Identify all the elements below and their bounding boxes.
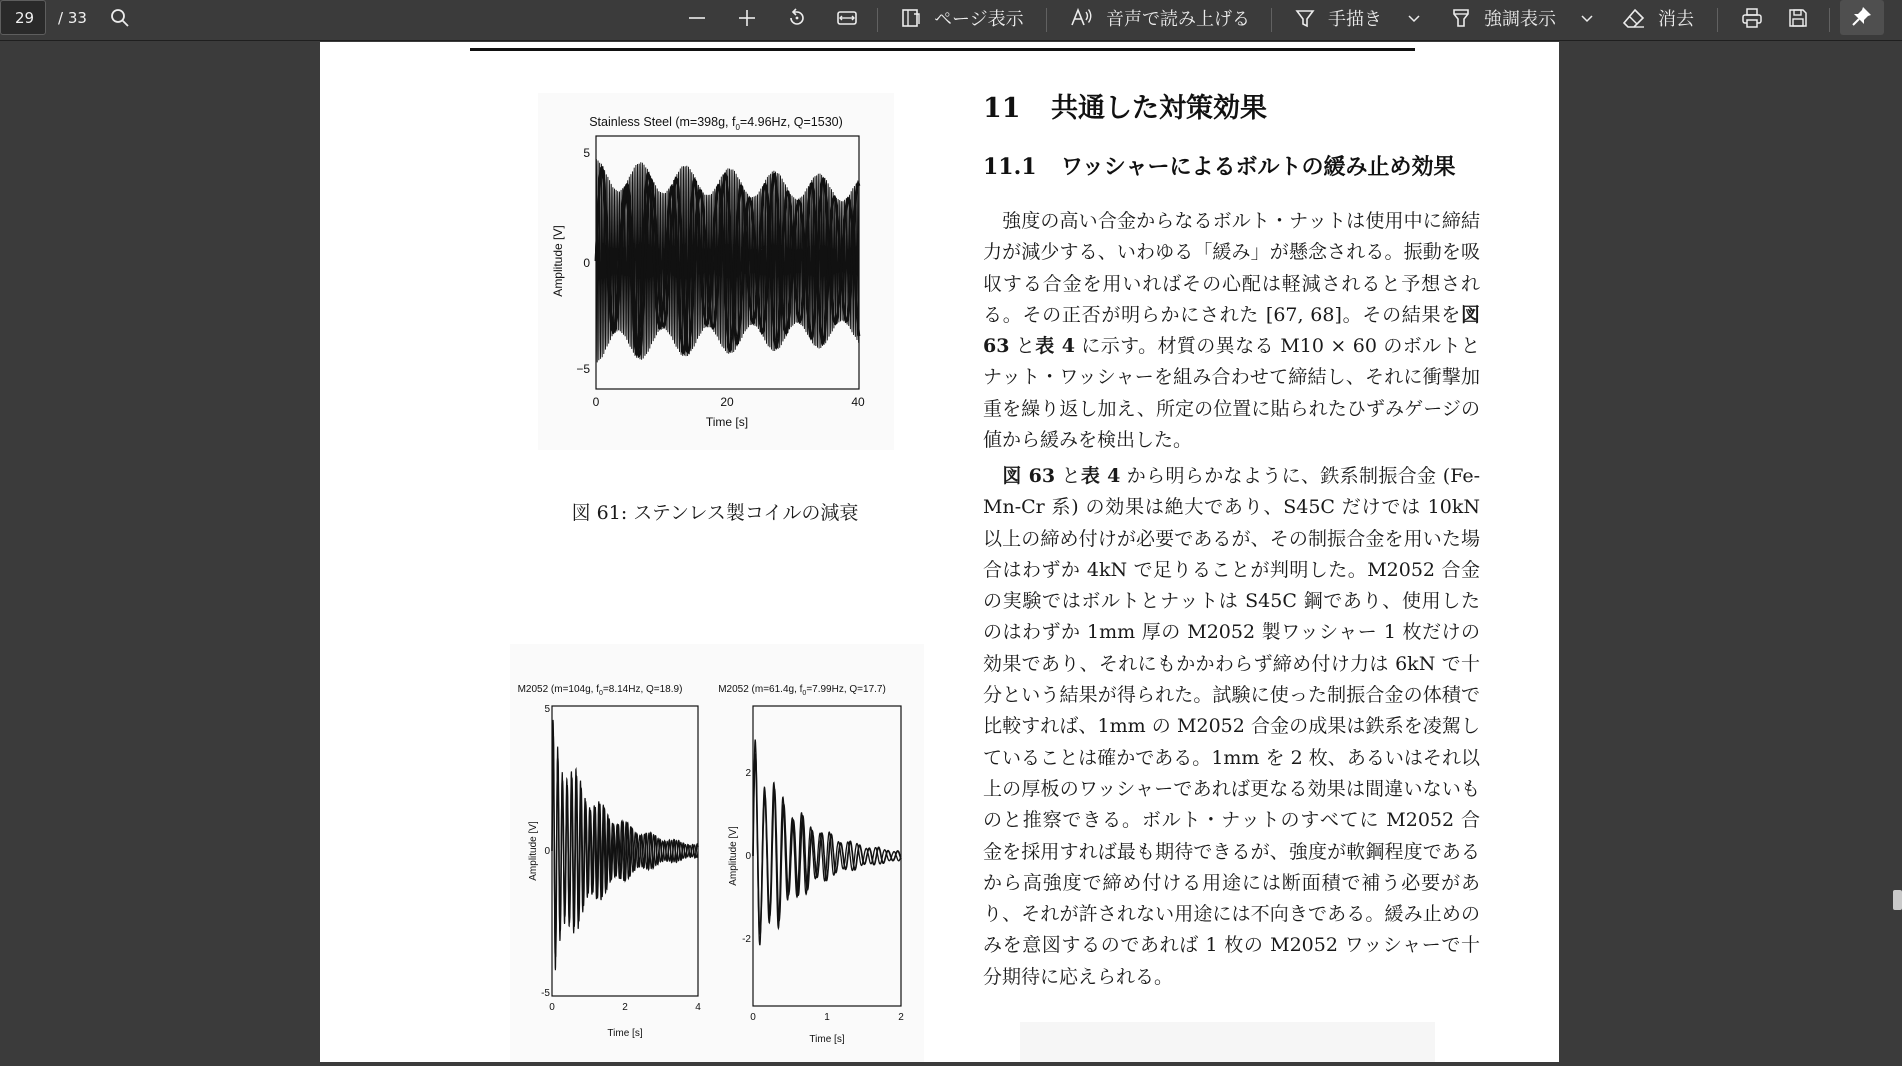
figure2a-waveform (552, 720, 698, 970)
figure2b-waveform (753, 740, 901, 945)
figure-ref-link[interactable]: 図 63 (983, 303, 1480, 358)
print-button[interactable] (1735, 0, 1769, 35)
subsection-heading (983, 150, 1455, 181)
page-view-label: ページ表示 (934, 8, 1024, 30)
figure2a-ylabel: Amplitude [V] (528, 821, 539, 881)
section-heading (983, 86, 1267, 125)
section-title: 共通した対策効果 (1051, 93, 1267, 124)
figure2a-title: M2052 (m=104g, $f_0=8.14Hz$, Q=18.9) (517, 684, 683, 697)
search-icon (110, 8, 130, 28)
para2-text: から明らかなように、鉄系制振合金 (Fe-Mn-Cr 系) の効果は絶大であり、S45C だけでは 10kN 以上の締め付けが必要であるが、その制振合金を用いた場合はわずか 4kN で足りることが判明した。M2052 合金の実験ではボルトとナットは S45C 鋼であり、使用したのはわずか 1mm 厚の M2052 製ワッシャー 1 枚だけの効果であり、それにもかかわらず締め付け力は 6kN で十分という結果が得られた。試験に使った制振合金の体積で比較すれば、1mm の M2052 合金の成果は鉄系を凌駕していることは確かである。1mm を 2 枚、あるいはそれ以上の厚板のワッシャーであれば更なる効果は間違いないものと推察できる。ボルト・ナットのすべてに M2052 合金を採用すれば最も期待できるが、強度が軟鋼程度であるから高強度で締め付ける用途には断面積で補う必要があり、それが許されない用途には不向きである。緩み止めのみを意図するのであれば 1 枚の M2052 ワッシャーで十分期待に応えられる。 (983, 465, 1481, 988)
read-aloud-button[interactable] (1070, 0, 1250, 35)
figure1-xtick: 20 (720, 395, 734, 409)
figure2a-ytick: 0 (544, 846, 550, 857)
figure2b-ytick: -2 (742, 934, 751, 945)
toolbar-divider (1271, 8, 1272, 32)
paragraph-1 (983, 206, 1480, 456)
chevron-down-icon (1580, 13, 1594, 23)
save-icon (1787, 7, 1809, 29)
vertical-scrollbar[interactable] (1893, 890, 1902, 910)
zoom-in-button[interactable] (732, 0, 762, 35)
draw-icon (1294, 7, 1316, 29)
figure2b-ytick: 2 (745, 768, 751, 779)
figure-stainless-steel-decay (538, 93, 894, 450)
rotate-button[interactable] (782, 0, 812, 35)
pdf-toolbar (0, 0, 1902, 41)
fit-page-button[interactable] (832, 0, 862, 35)
draw-options-dropdown[interactable] (1402, 0, 1426, 35)
figure2a-xtick: 4 (695, 1002, 701, 1013)
page-view-button[interactable] (900, 0, 1024, 35)
figure1-xtick: 0 (592, 395, 600, 409)
pin-icon (1851, 5, 1873, 31)
figure-ref-link[interactable]: 図 63 (1002, 465, 1056, 487)
figure61-caption: 図 61: ステンレス製コイルの減衰 (571, 502, 859, 524)
figure2a-xtick: 0 (549, 1002, 555, 1013)
erase-label: 消去 (1658, 8, 1694, 30)
pdf-page (320, 42, 1559, 1062)
figure2a-ytick: 5 (544, 704, 550, 715)
figure2b-xtick: 1 (824, 1012, 830, 1023)
figure2b-xtick: 2 (898, 1012, 904, 1023)
highlight-button[interactable] (1450, 0, 1556, 35)
rotate-icon (786, 7, 808, 29)
figure2a-xtick: 2 (622, 1002, 628, 1013)
toolbar-divider (877, 8, 878, 32)
page-view-icon (900, 7, 922, 29)
subsection-number: 11.1 (983, 154, 1037, 180)
subsection-title: ワッシャーによるボルトの緩み止め効果 (1061, 154, 1456, 180)
paragraph-2 (983, 461, 1480, 993)
zoom-in-icon (737, 8, 757, 28)
draw-label: 手描き (1328, 8, 1382, 30)
figure2b-ylabel: Amplitude [V] (728, 826, 739, 886)
highlight-label: 強調表示 (1484, 8, 1556, 30)
page-total-label: / 33 (58, 8, 87, 27)
toolbar-divider (1829, 8, 1830, 32)
highlight-options-dropdown[interactable] (1575, 0, 1599, 35)
read-aloud-label: 音声で読み上げる (1106, 8, 1250, 30)
eraser-icon (1622, 7, 1646, 29)
page-number-value: 29 (15, 8, 35, 27)
figure1-ylabel: Amplitude [V] (551, 225, 565, 297)
fit-page-icon (836, 8, 858, 28)
section-number: 11 (983, 93, 1021, 124)
read-aloud-icon (1070, 7, 1094, 29)
zoom-out-icon (687, 8, 707, 28)
figure2b-ytick: 0 (745, 851, 751, 862)
para1-text: に示す。材質の異なる M10 × 60 のボルトとナット・ワッシャーを組み合わせて締結し、それに衝撃加重を繰り返し加え、所定の位置に貼られたひずみゲージの値から緩みを検出した。 (983, 335, 1480, 452)
top-rule (470, 48, 1415, 51)
figure1-xlabel: Time [s] (705, 415, 749, 429)
para1-text: と (1009, 335, 1036, 358)
next-figure-placeholder (1020, 1022, 1435, 1062)
figure1-waveform (596, 159, 859, 362)
table-ref-link[interactable]: 表 4 (1035, 335, 1075, 358)
figure2b-title: M2052 (m=61.4g, $f_0=7.99Hz$, Q=17.7) (718, 684, 886, 697)
search-button[interactable] (104, 0, 136, 35)
figure1-ytick: 5 (583, 146, 590, 160)
figure2a-ytick: -5 (541, 988, 550, 999)
zoom-out-button[interactable] (682, 0, 712, 35)
figure2a-xlabel: Time [s] (607, 1028, 643, 1039)
toolbar-divider (1046, 8, 1047, 32)
print-icon (1741, 7, 1763, 29)
figure1-xtick: 40 (851, 395, 865, 409)
figure2b-xlabel: Time [s] (809, 1034, 845, 1045)
figure1-title: Stainless Steel (m=398g, $f_0=4.96Hz$, Q=1530) (589, 115, 843, 132)
draw-button[interactable] (1294, 0, 1382, 35)
figure-m2052-decay (510, 644, 924, 1062)
figure1-ytick: −5 (576, 362, 590, 376)
table-ref-link[interactable]: 表 4 (1080, 465, 1121, 487)
toolbar-divider (1717, 8, 1718, 32)
para2-text: と (1055, 465, 1081, 487)
erase-button[interactable] (1622, 0, 1694, 35)
pin-toolbar-button[interactable] (1840, 0, 1884, 35)
para1-text: 強度の高い合金からなるボルト・ナットは使用中に締結力が減少する、いわゆる「緩み」が懸念される。振動を吸収する合金を用いればその心配は軽減されると予想される。その正否が明らかにされた [67, 68]。その結果を (983, 210, 1480, 326)
save-button[interactable] (1781, 0, 1815, 35)
chevron-down-icon (1407, 13, 1421, 23)
figure2b-xtick: 0 (750, 1012, 756, 1023)
figure1-ytick: 0 (583, 256, 590, 270)
page-number-input[interactable] (0, 0, 46, 35)
highlight-icon (1450, 7, 1472, 29)
